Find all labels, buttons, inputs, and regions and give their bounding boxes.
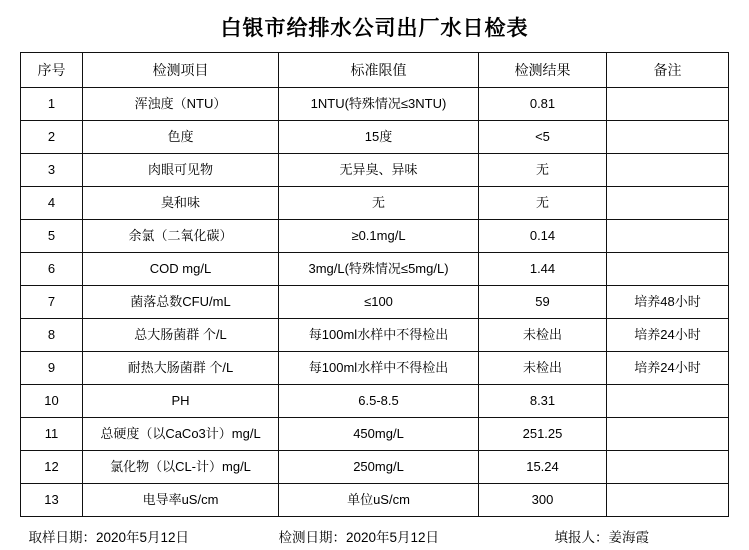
cell-item: 菌落总数CFU/mL [83,286,279,319]
table-row [21,88,729,121]
column-header-no: 序号 [21,53,83,88]
cell-result: 59 [479,286,607,319]
cell-no: 6 [21,253,83,286]
cell-remark: 培养24小时 [607,319,729,352]
cell-remark [607,418,729,451]
table-row [21,352,729,385]
cell-remark [607,187,729,220]
cell-limit: ≥0.1mg/L [279,220,479,253]
sampling-date: 取样日期：2020年5月12日 [28,530,190,545]
cell-result: 未检出 [479,319,607,352]
cell-limit: 每100ml水样中不得检出 [279,319,479,352]
cell-item: 总硬度（以CaCo3计）mg/L [83,418,279,451]
cell-remark [607,121,729,154]
cell-no: 1 [21,88,83,121]
cell-remark [607,154,729,187]
cell-limit: 单位uS/cm [279,484,479,517]
cell-no: 8 [21,319,83,352]
table-header-row [21,53,729,88]
water-test-table [20,52,729,517]
table-header [21,53,729,88]
cell-no: 10 [21,385,83,418]
footer [21,517,729,546]
table-body [21,88,729,517]
cell-item: 电导率uS/cm [83,484,279,517]
cell-no: 3 [21,154,83,187]
cell-remark [607,451,729,484]
cell-item: 肉眼可见物 [83,154,279,187]
table-row [21,121,729,154]
cell-item: COD mg/L [83,253,279,286]
cell-no: 4 [21,187,83,220]
cell-no: 11 [21,418,83,451]
cell-limit: 6.5-8.5 [279,385,479,418]
table-row [21,220,729,253]
cell-limit: ≤100 [279,286,479,319]
cell-result: 无 [479,154,607,187]
table-row [21,385,729,418]
cell-limit: 无异臭、异味 [279,154,479,187]
column-header-limit: 标准限值 [279,53,479,88]
cell-no: 13 [21,484,83,517]
cell-limit: 1NTU(特殊情况≤3NTU) [279,88,479,121]
cell-no: 2 [21,121,83,154]
cell-result: <5 [479,121,607,154]
cell-remark [607,253,729,286]
cell-limit: 每100ml水样中不得检出 [279,352,479,385]
table-row [21,484,729,517]
cell-result: 0.14 [479,220,607,253]
page-title: 白银市给排水公司出厂水日检表 [220,17,529,40]
column-header-remark: 备注 [607,53,729,88]
cell-limit: 450mg/L [279,418,479,451]
cell-limit: 无 [279,187,479,220]
cell-no: 5 [21,220,83,253]
cell-result: 未检出 [479,352,607,385]
cell-remark: 培养24小时 [607,352,729,385]
cell-result: 无 [479,187,607,220]
table-row [21,418,729,451]
cell-result: 1.44 [479,253,607,286]
cell-no: 7 [21,286,83,319]
filled-by: 填报人：姜海霞 [554,530,649,545]
cell-result: 15.24 [479,451,607,484]
cell-item: 余氯（二氧化碳） [83,220,279,253]
cell-item: 总大肠菌群 个/L [83,319,279,352]
cell-result: 251.25 [479,418,607,451]
cell-no: 9 [21,352,83,385]
cell-limit: 3mg/L(特殊情况≤5mg/L) [279,253,479,286]
table-row [21,253,729,286]
cell-item: 耐热大肠菌群 个/L [83,352,279,385]
table-row [21,451,729,484]
cell-remark [607,220,729,253]
cell-item: 臭和味 [83,187,279,220]
cell-result: 0.81 [479,88,607,121]
column-header-result: 检测结果 [479,53,607,88]
cell-remark [607,88,729,121]
cell-result: 8.31 [479,385,607,418]
table-row [21,286,729,319]
testing-date: 检测日期：2020年5月12日 [278,530,440,545]
cell-remark: 培养48小时 [607,286,729,319]
table-row [21,154,729,187]
cell-remark [607,484,729,517]
cell-limit: 15度 [279,121,479,154]
cell-item: 浑浊度（NTU） [83,88,279,121]
cell-limit: 250mg/L [279,451,479,484]
table-row [21,319,729,352]
cell-item: 色度 [83,121,279,154]
table-row [21,187,729,220]
cell-result: 300 [479,484,607,517]
column-header-item: 检测项目 [83,53,279,88]
cell-no: 12 [21,451,83,484]
cell-remark [607,385,729,418]
cell-item: PH [83,385,279,418]
cell-item: 氯化物（以CL-计）mg/L [83,451,279,484]
